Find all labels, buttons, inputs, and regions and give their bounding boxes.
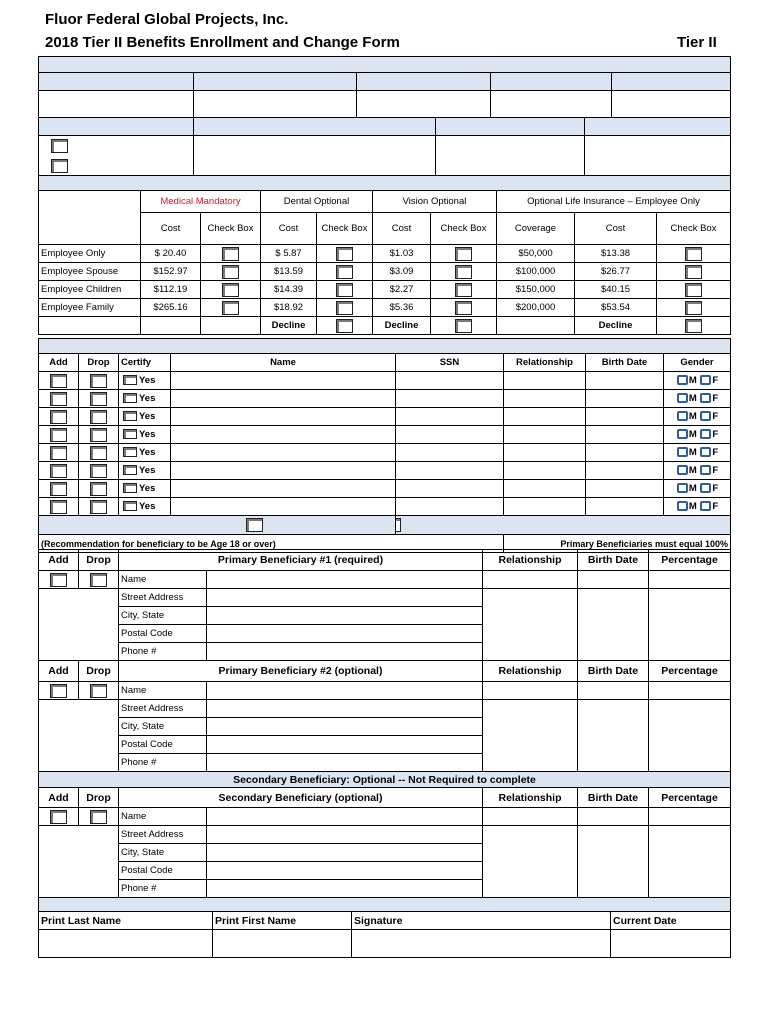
- vision-checkbox[interactable]: [455, 247, 472, 261]
- gender-female-radio[interactable]: [700, 447, 711, 457]
- dependent-name-field[interactable]: [171, 498, 396, 516]
- certify-yes-label: Yes: [139, 465, 156, 476]
- status-checkbox-2[interactable]: [51, 159, 68, 173]
- primary-beneficiary-1-percentage-header: Percentage: [649, 550, 731, 571]
- primary-beneficiary-1-add-header: Add: [39, 550, 79, 571]
- beneficiary-age-note: (Recommendation for beneficiary to be Age 18 or over): [39, 535, 504, 553]
- secondary-beneficiary-percentage-field[interactable]: [649, 808, 731, 826]
- dependent-relationship-field[interactable]: [504, 372, 586, 390]
- life-cost: $26.77: [575, 263, 657, 281]
- dependent-ssn-field[interactable]: [396, 480, 504, 498]
- primary-beneficiary-2-drop-checkbox[interactable]: [90, 684, 107, 698]
- employee-field-5[interactable]: [612, 91, 731, 121]
- dependent-birth-date-field[interactable]: [586, 444, 664, 462]
- gender-male-radio[interactable]: [677, 375, 688, 385]
- dependent-ssn-field[interactable]: [396, 426, 504, 444]
- dependent-relationship-field[interactable]: [504, 498, 586, 516]
- dependent-add-checkbox[interactable]: [50, 410, 67, 424]
- dependent-row: [39, 498, 731, 516]
- print-first-name-label: Print First Name: [213, 912, 352, 930]
- primary-beneficiary-1-name-label: Name: [119, 571, 207, 589]
- dependent-drop-checkbox[interactable]: [90, 428, 107, 442]
- primary-beneficiary-2-phone-label: Phone #: [119, 754, 207, 772]
- status-table: [38, 117, 731, 179]
- primary-beneficiary-1-title: Primary Beneficiary #1 (required): [119, 550, 483, 571]
- gender-female-label: F: [712, 429, 719, 440]
- dependent-drop-checkbox[interactable]: [90, 464, 107, 478]
- certify-yes-label: Yes: [139, 483, 156, 494]
- secondary-beneficiary-relationship-field[interactable]: [483, 808, 578, 826]
- primary-beneficiary-1-street-label: Street Address: [119, 589, 207, 607]
- primary-beneficiary-2-add-checkbox[interactable]: [50, 684, 67, 698]
- dependent-relationship-field[interactable]: [504, 444, 586, 462]
- life-coverage: $100,000: [497, 263, 575, 281]
- dependent-certify-checkbox[interactable]: [123, 465, 137, 475]
- life-checkbox[interactable]: [685, 247, 702, 261]
- beneficiary-percent-note: Primary Beneficiaries must equal 100%: [504, 535, 731, 553]
- medical-checkbox[interactable]: [222, 301, 239, 315]
- dental-cost: $18.92: [261, 299, 317, 317]
- dependent-birth-date-field[interactable]: [586, 390, 664, 408]
- vision-decline-label: Decline: [373, 317, 431, 335]
- vision-cost-header: Cost: [373, 213, 431, 245]
- dental-cost: $14.39: [261, 281, 317, 299]
- plan-row: [39, 245, 731, 263]
- gender-male-label: M: [688, 411, 697, 422]
- dental-checkbox[interactable]: [336, 247, 353, 261]
- dependent-ssn-field[interactable]: [396, 390, 504, 408]
- life-checkbox[interactable]: [685, 283, 702, 297]
- secondary-beneficiary-banner: Secondary Beneficiary: Optional -- Not Required to complete: [39, 772, 731, 788]
- dependent-row: [39, 444, 731, 462]
- primary-beneficiary-2-street-label: Street Address: [119, 700, 207, 718]
- gender-male-radio[interactable]: [677, 429, 688, 439]
- dependent-drop-checkbox[interactable]: [90, 410, 107, 424]
- blank-checkbox-2[interactable]: [396, 518, 402, 532]
- primary-beneficiary-2-birth-date-header: Birth Date: [578, 661, 649, 682]
- dependents-add-header: Add: [39, 354, 79, 372]
- dependent-name-field[interactable]: [171, 444, 396, 462]
- dependent-row: [39, 480, 731, 498]
- secondary-beneficiary-street-field[interactable]: [207, 826, 483, 844]
- dependent-add-checkbox[interactable]: [50, 464, 67, 478]
- vision-cost: $2.27: [373, 281, 431, 299]
- secondary-beneficiary-city-label: City, State: [119, 844, 207, 862]
- dental-cost-header: Cost: [261, 213, 317, 245]
- primary-beneficiary-2-add-header: Add: [39, 661, 79, 682]
- primary-beneficiary-1-drop-checkbox[interactable]: [90, 573, 107, 587]
- life-decline-checkbox[interactable]: [685, 319, 702, 333]
- dependent-certify-checkbox[interactable]: [123, 429, 137, 439]
- dependent-ssn-field[interactable]: [396, 498, 504, 516]
- dependent-name-field[interactable]: [171, 390, 396, 408]
- status-checkbox-1[interactable]: [51, 139, 68, 153]
- gender-female-label: F: [712, 501, 719, 512]
- employee-info-table: [38, 56, 731, 121]
- dependent-relationship-field[interactable]: [504, 480, 586, 498]
- dental-cost: $13.59: [261, 263, 317, 281]
- life-plan-title: Optional Life Insurance – Employee Only: [497, 191, 731, 213]
- dependent-name-field[interactable]: [171, 426, 396, 444]
- dependent-birth-date-field[interactable]: [586, 498, 664, 516]
- dependent-add-checkbox[interactable]: [50, 482, 67, 496]
- secondary-beneficiary-drop-header: Drop: [79, 788, 119, 808]
- dependent-birth-date-field[interactable]: [586, 462, 664, 480]
- dental-checkbox-header: Check Box: [317, 213, 373, 245]
- primary-beneficiary-1-percentage-field[interactable]: [649, 571, 731, 589]
- dental-checkbox[interactable]: [336, 265, 353, 279]
- dependents-name-header: Name: [171, 354, 396, 372]
- gender-female-label: F: [712, 411, 719, 422]
- primary-beneficiary-1-add-checkbox[interactable]: [50, 573, 67, 587]
- life-coverage-header: Coverage: [497, 213, 575, 245]
- plan-tier-label: Employee Children: [39, 281, 141, 299]
- tier-label: Tier II: [677, 34, 717, 51]
- primary-beneficiary-2-birth-date-field[interactable]: [578, 682, 649, 700]
- primary-beneficiary-2-phone-field[interactable]: [207, 754, 483, 772]
- gender-male-label: M: [688, 393, 697, 404]
- medical-cost: $152.97: [141, 263, 201, 281]
- certify-yes-label: Yes: [139, 393, 156, 404]
- medical-checkbox-header: Check Box: [201, 213, 261, 245]
- gender-female-label: F: [712, 483, 719, 494]
- employee-field-2[interactable]: [194, 91, 357, 121]
- dependent-birth-date-field[interactable]: [586, 408, 664, 426]
- gender-female-label: F: [712, 447, 719, 458]
- certify-yes-label: Yes: [139, 411, 156, 422]
- dependent-drop-checkbox[interactable]: [90, 500, 107, 514]
- medical-cost: $265.16: [141, 299, 201, 317]
- dependent-name-field[interactable]: [171, 462, 396, 480]
- medical-cost-header: Cost: [141, 213, 201, 245]
- life-cost: $40.15: [575, 281, 657, 299]
- plans-table: [38, 175, 731, 335]
- gender-male-radio[interactable]: [677, 501, 688, 511]
- life-checkbox[interactable]: [685, 265, 702, 279]
- vision-plan-title: Vision Optional: [373, 191, 497, 213]
- dependents-relationship-header: Relationship: [504, 354, 586, 372]
- primary-beneficiary-2-relationship-field[interactable]: [483, 682, 578, 700]
- secondary-beneficiary-add-checkbox[interactable]: [50, 810, 67, 824]
- primary-beneficiary-2-city-label: City, State: [119, 718, 207, 736]
- medical-cost: $ 20.40: [141, 245, 201, 263]
- dependent-relationship-field[interactable]: [504, 408, 586, 426]
- secondary-beneficiary-postal-label: Postal Code: [119, 862, 207, 880]
- last-name-field[interactable]: [39, 930, 213, 958]
- plan-row: [39, 299, 731, 317]
- primary-beneficiary-1-birth-date-field[interactable]: [578, 571, 649, 589]
- dependent-drop-checkbox[interactable]: [90, 482, 107, 496]
- primary-beneficiary-2-name-field[interactable]: [207, 682, 483, 700]
- life-cost: $13.38: [575, 245, 657, 263]
- gender-female-label: F: [712, 393, 719, 404]
- gender-female-radio[interactable]: [700, 429, 711, 439]
- medical-cost: $112.19: [141, 281, 201, 299]
- signature-label: Signature: [352, 912, 611, 930]
- plan-tier-label: Employee Family: [39, 299, 141, 317]
- secondary-beneficiary-drop-checkbox[interactable]: [90, 810, 107, 824]
- dependent-ssn-field[interactable]: [396, 444, 504, 462]
- certify-yes-label: Yes: [139, 447, 156, 458]
- secondary-beneficiary-relationship-header: Relationship: [483, 788, 578, 808]
- gender-female-label: F: [712, 375, 719, 386]
- primary-beneficiary-1-postal-label: Postal Code: [119, 625, 207, 643]
- gender-male-radio[interactable]: [677, 465, 688, 475]
- dependent-row: [39, 408, 731, 426]
- medical-checkbox[interactable]: [222, 283, 239, 297]
- secondary-beneficiary-phone-field[interactable]: [207, 880, 483, 898]
- dental-decline-checkbox[interactable]: [336, 319, 353, 333]
- status-field-2[interactable]: [436, 136, 585, 179]
- dependent-certify-checkbox[interactable]: [123, 483, 137, 493]
- dependent-drop-checkbox[interactable]: [90, 374, 107, 388]
- secondary-beneficiary-birth-date-header: Birth Date: [578, 788, 649, 808]
- dependent-drop-checkbox[interactable]: [90, 446, 107, 460]
- status-field-1[interactable]: [194, 136, 436, 179]
- blank-checkbox-1[interactable]: [246, 518, 263, 532]
- primary-beneficiary-1-postal-field[interactable]: [207, 625, 483, 643]
- certify-yes-label: Yes: [139, 429, 156, 440]
- primary-beneficiary-1-relationship-field[interactable]: [483, 571, 578, 589]
- current-date-field[interactable]: [611, 930, 731, 958]
- vision-decline-checkbox[interactable]: [455, 319, 472, 333]
- dependent-name-field[interactable]: [171, 408, 396, 426]
- form-title: 2018 Tier II Benefits Enrollment and Change Form: [45, 34, 400, 51]
- primary-beneficiary-2-percentage-field[interactable]: [649, 682, 731, 700]
- dental-decline-label: Decline: [261, 317, 317, 335]
- primary-beneficiary-1-drop-header: Drop: [79, 550, 119, 571]
- gender-female-radio[interactable]: [700, 393, 711, 403]
- primary-beneficiary-2-city-field[interactable]: [207, 718, 483, 736]
- dependent-certify-checkbox[interactable]: [123, 393, 137, 403]
- primary-beneficiary-2-postal-label: Postal Code: [119, 736, 207, 754]
- dependent-ssn-field[interactable]: [396, 408, 504, 426]
- secondary-beneficiary-birth-date-field[interactable]: [578, 808, 649, 826]
- gender-male-label: M: [688, 447, 697, 458]
- primary-beneficiary-2-percentage-header: Percentage: [649, 661, 731, 682]
- dependent-certify-checkbox[interactable]: [123, 447, 137, 457]
- vision-checkbox[interactable]: [455, 265, 472, 279]
- dependents-certify-header: Certify: [119, 354, 171, 372]
- signature-table: [38, 911, 731, 958]
- dependent-birth-date-field[interactable]: [586, 372, 664, 390]
- dental-checkbox[interactable]: [336, 301, 353, 315]
- secondary-beneficiary-street-label: Street Address: [119, 826, 207, 844]
- gender-male-label: M: [688, 483, 697, 494]
- secondary-beneficiary-phone-label: Phone #: [119, 880, 207, 898]
- gender-male-label: M: [688, 501, 697, 512]
- primary-beneficiary-1-relationship-header: Relationship: [483, 550, 578, 571]
- dependent-name-field[interactable]: [171, 372, 396, 390]
- certify-yes-label: Yes: [139, 501, 156, 512]
- plan-tier-label: Employee Only: [39, 245, 141, 263]
- dependents-ssn-header: SSN: [396, 354, 504, 372]
- dependents-drop-header: Drop: [79, 354, 119, 372]
- secondary-beneficiary-percentage-header: Percentage: [649, 788, 731, 808]
- dependent-certify-checkbox[interactable]: [123, 501, 137, 511]
- vision-cost: $1.03: [373, 245, 431, 263]
- gender-male-radio[interactable]: [677, 447, 688, 457]
- dental-plan-title: Dental Optional: [261, 191, 373, 213]
- signature-field[interactable]: [352, 930, 611, 958]
- secondary-beneficiary-title: Secondary Beneficiary (optional): [119, 788, 483, 808]
- primary-beneficiary-1-phone-field[interactable]: [207, 643, 483, 661]
- primary-beneficiary-1-street-field[interactable]: [207, 589, 483, 607]
- vision-checkbox-header: Check Box: [431, 213, 497, 245]
- employee-field-4[interactable]: [491, 91, 612, 121]
- medical-plan-title: Medical Mandatory: [141, 191, 261, 213]
- life-coverage: $150,000: [497, 281, 575, 299]
- gender-female-radio[interactable]: [700, 501, 711, 511]
- primary-beneficiary-2-title: Primary Beneficiary #2 (optional): [119, 661, 483, 682]
- dependent-add-checkbox[interactable]: [50, 392, 67, 406]
- dependent-row: [39, 426, 731, 444]
- gender-male-radio[interactable]: [677, 483, 688, 493]
- dependents-gender-header: Gender: [664, 354, 731, 372]
- primary-beneficiary-1-phone-label: Phone #: [119, 643, 207, 661]
- vision-checkbox[interactable]: [455, 301, 472, 315]
- dependent-add-checkbox[interactable]: [50, 500, 67, 514]
- life-coverage: $200,000: [497, 299, 575, 317]
- dependent-ssn-field[interactable]: [396, 462, 504, 480]
- life-cost: $53.54: [575, 299, 657, 317]
- vision-cost: $3.09: [373, 263, 431, 281]
- dental-cost: $ 5.87: [261, 245, 317, 263]
- primary-beneficiary-1-city-label: City, State: [119, 607, 207, 625]
- secondary-beneficiary-name-label: Name: [119, 808, 207, 826]
- gender-male-label: M: [688, 375, 697, 386]
- dependent-row: [39, 462, 731, 480]
- dependent-add-checkbox[interactable]: [50, 446, 67, 460]
- gender-male-radio[interactable]: [677, 411, 688, 421]
- gender-female-label: F: [712, 465, 719, 476]
- print-last-name-label: Print Last Name: [39, 912, 213, 930]
- first-name-field[interactable]: [213, 930, 352, 958]
- plan-row: [39, 263, 731, 281]
- dependent-certify-checkbox[interactable]: [123, 411, 137, 421]
- dependent-relationship-field[interactable]: [504, 426, 586, 444]
- primary-beneficiary-2-postal-field[interactable]: [207, 736, 483, 754]
- current-date-label: Current Date: [611, 912, 731, 930]
- dental-checkbox[interactable]: [336, 283, 353, 297]
- medical-checkbox[interactable]: [222, 265, 239, 279]
- gender-male-radio[interactable]: [677, 393, 688, 403]
- dependents-birth-date-header: Birth Date: [586, 354, 664, 372]
- plan-tier-label: Employee Spouse: [39, 263, 141, 281]
- dependent-ssn-field[interactable]: [396, 372, 504, 390]
- primary-beneficiary-1-birth-date-header: Birth Date: [578, 550, 649, 571]
- primary-beneficiary-2-name-label: Name: [119, 682, 207, 700]
- primary-beneficiary-2-relationship-header: Relationship: [483, 661, 578, 682]
- employee-field-3[interactable]: [357, 91, 491, 121]
- certify-yes-label: Yes: [139, 375, 156, 386]
- dependent-row: [39, 372, 731, 390]
- employee-field-1[interactable]: [39, 91, 194, 121]
- dependent-name-field[interactable]: [171, 480, 396, 498]
- gender-female-radio[interactable]: [700, 375, 711, 385]
- dependent-row: [39, 390, 731, 408]
- primary-beneficiary-1-name-field[interactable]: [207, 571, 483, 589]
- gender-male-label: M: [688, 429, 697, 440]
- gender-female-radio[interactable]: [700, 411, 711, 421]
- dependent-add-checkbox[interactable]: [50, 428, 67, 442]
- secondary-beneficiary-name-field[interactable]: [207, 808, 483, 826]
- dependent-certify-checkbox[interactable]: [123, 375, 137, 385]
- gender-female-radio[interactable]: [700, 465, 711, 475]
- dependent-relationship-field[interactable]: [504, 390, 586, 408]
- dependent-drop-checkbox[interactable]: [90, 392, 107, 406]
- dependent-birth-date-field[interactable]: [586, 426, 664, 444]
- life-decline-label: Decline: [575, 317, 657, 335]
- dependent-add-checkbox[interactable]: [50, 374, 67, 388]
- secondary-beneficiary-add-header: Add: [39, 788, 79, 808]
- company-name: Fluor Federal Global Projects, Inc.: [45, 11, 289, 28]
- primary-beneficiary-2-street-field[interactable]: [207, 700, 483, 718]
- life-cost-header: Cost: [575, 213, 657, 245]
- gender-female-radio[interactable]: [700, 483, 711, 493]
- plan-row: [39, 281, 731, 299]
- dependents-table: [38, 338, 731, 553]
- primary-beneficiary-1-city-field[interactable]: [207, 607, 483, 625]
- secondary-beneficiary-city-field[interactable]: [207, 844, 483, 862]
- beneficiaries-table: [38, 549, 731, 912]
- vision-cost: $5.36: [373, 299, 431, 317]
- secondary-beneficiary-postal-field[interactable]: [207, 862, 483, 880]
- life-checkbox-header: Check Box: [657, 213, 731, 245]
- dependent-relationship-field[interactable]: [504, 462, 586, 480]
- dependent-birth-date-field[interactable]: [586, 480, 664, 498]
- vision-checkbox[interactable]: [455, 283, 472, 297]
- primary-beneficiary-2-drop-header: Drop: [79, 661, 119, 682]
- medical-checkbox[interactable]: [222, 247, 239, 261]
- gender-male-label: M: [688, 465, 697, 476]
- life-coverage: $50,000: [497, 245, 575, 263]
- life-checkbox[interactable]: [685, 301, 702, 315]
- status-field-3[interactable]: [585, 136, 731, 179]
